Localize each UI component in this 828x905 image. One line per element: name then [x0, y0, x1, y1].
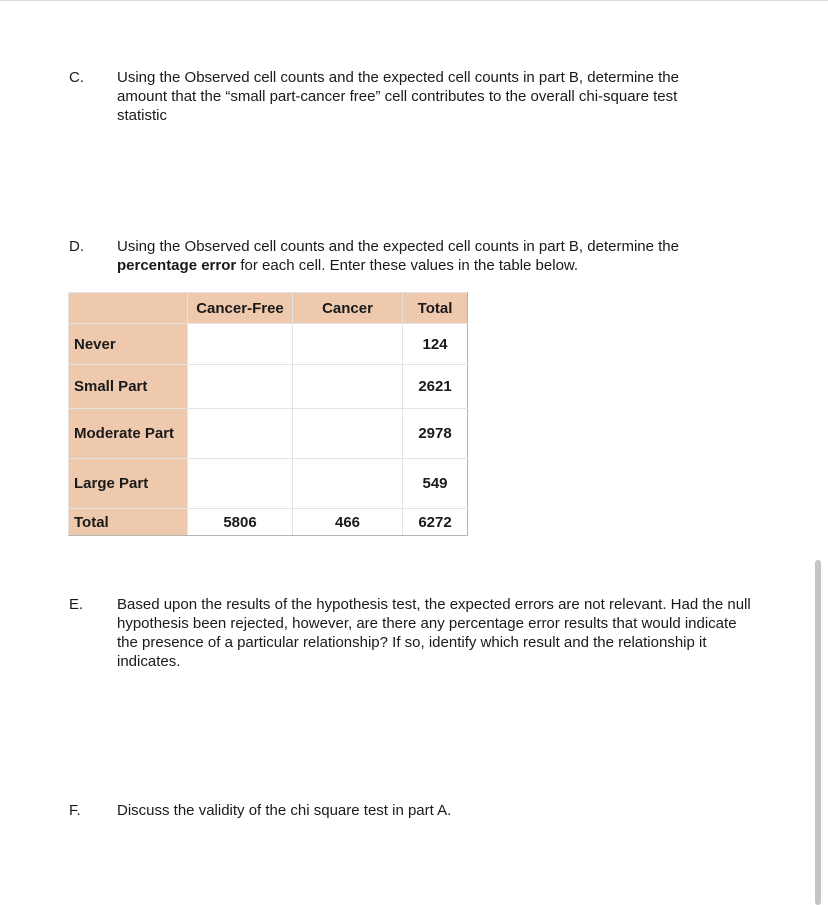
cell-large-part-cancer[interactable]: [293, 459, 403, 509]
question-d-bold-term: percentage error: [117, 257, 237, 274]
table-header-cancer-free: Cancer-Free: [188, 293, 293, 324]
question-f-letter: F.: [69, 802, 81, 819]
table-header-row: [69, 293, 468, 324]
table-row: [69, 459, 468, 509]
cell-never-total: 124: [403, 324, 468, 365]
table-row: [69, 365, 468, 409]
row-label-small-part: Small Part: [69, 365, 188, 409]
cell-small-part-cancer[interactable]: [293, 365, 403, 409]
cell-never-cancer[interactable]: [293, 324, 403, 365]
percentage-error-table: [68, 292, 468, 536]
question-e-letter: E.: [69, 596, 84, 613]
vertical-scrollbar[interactable]: [815, 560, 821, 905]
row-label-never: Never: [69, 324, 188, 365]
table-header-cancer: Cancer: [293, 293, 403, 324]
row-label-moderate-part: Moderate Part: [69, 409, 188, 459]
top-divider: [0, 0, 828, 1]
cell-never-cancer-free[interactable]: [188, 324, 293, 365]
cell-large-part-total: 549: [403, 459, 468, 509]
question-e-text: Based upon the results of the hypothesis test, the expected errors are not relevant. Had the null hypothesis been rejected, however, are there any percentage error results that would indicate the presence of a particular relationship? If so, identify which result and the relationship it indicates.: [117, 596, 751, 670]
cell-grand-total: 6272: [403, 509, 468, 536]
table-header-total: Total: [403, 293, 468, 324]
question-c-letter: C.: [69, 69, 84, 86]
row-label-total: Total: [69, 509, 188, 536]
row-label-large-part: Large Part: [69, 459, 188, 509]
cell-total-cancer: 466: [293, 509, 403, 536]
question-f-text: Discuss the validity of the chi square test in part A.: [117, 802, 452, 819]
cell-small-part-total: 2621: [403, 365, 468, 409]
question-c-text: Using the Observed cell counts and the expected cell counts in part B, determine the amount that the “small part-cancer free” cell contributes to the overall chi-square test statistic: [117, 69, 679, 124]
question-d-text-after: for each cell. Enter these values in the table below.: [236, 257, 579, 274]
question-d-text: [117, 237, 729, 275]
cell-moderate-part-total: 2978: [403, 409, 468, 459]
table-row: [69, 324, 468, 365]
question-d-text-before: Using the Observed cell counts and the expected cell counts in part B, determine the: [117, 238, 679, 255]
cell-moderate-part-cancer[interactable]: [293, 409, 403, 459]
cell-small-part-cancer-free[interactable]: [188, 365, 293, 409]
cell-large-part-cancer-free[interactable]: [188, 459, 293, 509]
cell-total-cancer-free: 5806: [188, 509, 293, 536]
table-header-corner: [69, 293, 188, 324]
cell-moderate-part-cancer-free[interactable]: [188, 409, 293, 459]
table-row: [69, 409, 468, 459]
question-d-letter: D.: [69, 238, 84, 255]
table-total-row: [69, 509, 468, 536]
